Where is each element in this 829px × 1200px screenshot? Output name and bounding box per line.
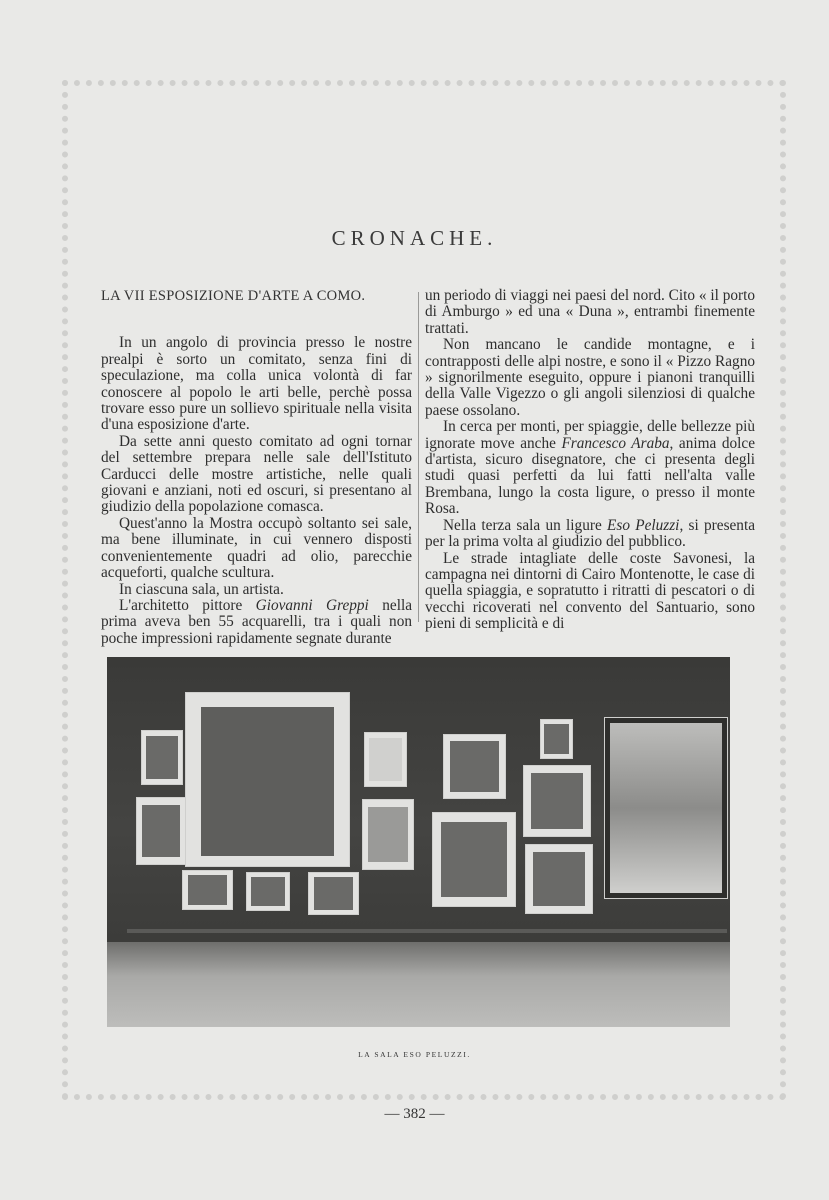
paragraph-continuation: un periodo di viaggi nei paesi del nord. Cito « il porto di Amburgo » ed una « Duna », entrambi finemente trattati. <box>425 287 755 337</box>
photo-rail <box>127 929 727 933</box>
article-heading: LA VII ESPOSIZIONE D'ARTE A COMO. <box>101 288 366 304</box>
painting-frame <box>362 799 414 870</box>
paragraph: Da sette anni questo comitato ad ogni tornar del settembre prepara nelle sale dell'Istituto Carducci delle mostre artistiche, nelle quali giovani e anziani, noti ed oscuri, si presentano al giudizio della popolazione comasca. <box>101 432 412 516</box>
portrait-frame <box>443 734 506 799</box>
painting-frame <box>182 870 233 910</box>
painting-frame <box>246 872 290 911</box>
column-divider <box>418 292 419 622</box>
paragraph: Non mancano le candide montagne, e i contrapposti delle alpi nostre, e sono il « Pizzo Ragno » signorilmente eseguito, oppure i pianoni tranquilli della Valle Vigezzo o gli angoli silenziosi di qualche paese ossolano. <box>425 336 755 419</box>
paragraph: In un angolo di provincia presso le nostre prealpi è sorto un comitato, senza fini di speculazione, ma colla unica volontà di far conoscere al popolo le arti belle, perchè possa trovare esso pure un sollievo spirituale nella visita d'una esposizione d'arte. <box>101 334 412 434</box>
painting-frame <box>364 732 407 787</box>
right-column <box>425 288 755 633</box>
paragraph: In ciascuna sala, un artista. <box>119 580 284 598</box>
paragraph-araba: In cerca per monti, per spiaggie, delle bellezze più ignorate move anche Francesco Araba, anima dolce d'artista, sicuro disegnatore, che ci presenta degli studi quasi perfetti da lui fatti nell'alta valle Brembana, lungo la costa ligure, o presso il monte Rosa. <box>425 418 755 518</box>
page-number: — 382 — <box>384 1106 445 1122</box>
figure-caption: LA SALA ESO PELUZZI. <box>358 1050 471 1059</box>
painting-frame-large <box>185 692 350 867</box>
portrait-frame <box>523 765 591 837</box>
photo-floor <box>107 942 730 1027</box>
painting-frame <box>141 730 183 785</box>
portrait-frame <box>540 719 573 759</box>
exhibition-photo <box>107 657 730 1027</box>
section-title: CRONACHE. <box>331 226 498 250</box>
portrait-frame <box>525 844 593 914</box>
painting-frame <box>136 797 186 865</box>
paragraph: Le strade intagliate delle coste Savonesi, la campagna nei dintorni di Cairo Montenotte, le case di quella spiaggia, e sopratutto i ritratti di pescatori o di vecchi ricoverati nel convento del Santuario, sono pieni di semplicità e di <box>425 549 755 633</box>
portrait-frame <box>432 812 516 907</box>
artist-name: Eso Peluzzi <box>607 516 680 534</box>
left-column <box>101 288 412 647</box>
paragraph: Quest'anno la Mostra occupò soltanto sei sale, ma bene illuminate, in cui vennero disposti convenientemente quadri ad olio, parecchie acqueforti, qualche scultura. <box>101 514 412 582</box>
painting-frame-artist-at-easel <box>604 717 728 899</box>
artist-name: Francesco Araba <box>561 434 670 452</box>
artist-name: Giovanni Greppi <box>255 596 369 614</box>
paragraph-greppi: L'architetto pittore Giovanni Greppi nella prima aveva ben 55 acquarelli, tra i quali non poche impressioni rapidamente segnate durante <box>101 596 412 647</box>
painting-frame <box>308 872 359 915</box>
paragraph-peluzzi: Nella terza sala un ligure Eso Peluzzi, si presenta per la prima volta al giudizio del pubblico. <box>425 516 755 551</box>
